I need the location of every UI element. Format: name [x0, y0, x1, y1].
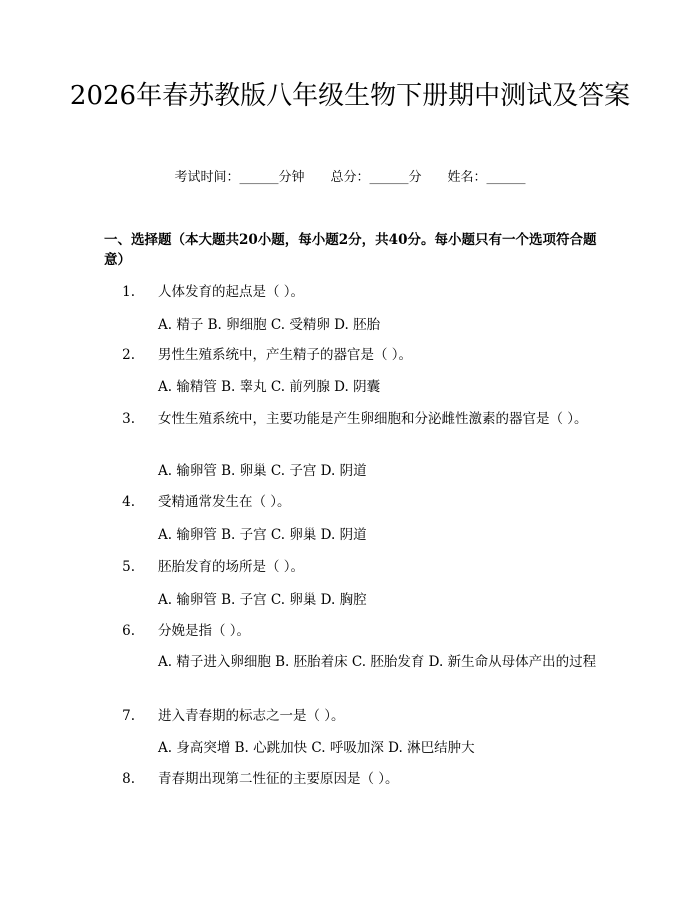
question-text: 分娩是指（ ）。	[158, 623, 251, 639]
question-number: 4.	[122, 494, 135, 510]
question-number: 8.	[122, 771, 135, 787]
question-text: 进入青春期的标志之一是（ ）。	[158, 708, 345, 724]
question-text: 男性生殖系统中，产生精子的器官是（ ）。	[158, 347, 413, 363]
question-number: 7.	[122, 708, 135, 724]
question-text: 人体发育的起点是（ ）。	[158, 284, 305, 300]
question-1	[104, 282, 600, 302]
question-5	[104, 557, 600, 577]
question-3	[104, 409, 600, 429]
question-2-options: A. 输精管 B. 睾丸 C. 前列腺 D. 阴囊	[158, 379, 381, 395]
question-7-options: A. 身高突增 B. 心跳加快 C. 呼吸加深 D. 淋巴结肿大	[158, 740, 475, 756]
question-3-options: A. 输卵管 B. 卵巢 C. 子宫 D. 阴道	[158, 463, 367, 479]
section-heading-multiple-choice: 一、选择题（本大题共20小题，每小题2分，共40分。每小题只有一个选项符合题意）	[104, 232, 597, 268]
question-4-options: A. 输卵管 B. 子宫 C. 卵巢 D. 阴道	[158, 527, 367, 543]
question-text: 受精通常发生在（ ）。	[158, 494, 291, 510]
question-8	[104, 769, 600, 789]
question-number: 1.	[122, 284, 135, 300]
total-score-label: 总分：______分	[330, 170, 422, 185]
question-text: 青春期出现第二性征的主要原因是（ ）。	[158, 771, 399, 787]
exam-meta	[0, 168, 700, 188]
question-number: 6.	[122, 623, 135, 639]
question-number: 5.	[122, 559, 135, 575]
question-number: 2.	[122, 347, 135, 363]
question-text: 胚胎发育的场所是（ ）。	[158, 559, 305, 575]
question-number: 3.	[122, 411, 135, 427]
page-title: 2026年春苏教版八年级生物下册期中测试及答案	[69, 81, 631, 111]
exam-time-label: 考试时间：______分钟	[174, 170, 305, 185]
student-name-label: 姓名：______	[447, 170, 526, 185]
question-2	[104, 345, 600, 365]
question-1-options: A. 精子 B. 卵细胞 C. 受精卵 D. 胚胎	[158, 317, 381, 333]
question-6	[104, 621, 600, 641]
question-text: 女性生殖系统中，主要功能是产生卵细胞和分泌雌性激素的器官是（ ）。	[158, 411, 588, 427]
question-7	[104, 706, 600, 726]
question-6-options: A. 精子进入卵细胞 B. 胚胎着床 C. 胚胎发育 D. 新生命从母体产出的过程	[158, 654, 597, 670]
question-4	[104, 492, 600, 512]
question-5-options: A. 输卵管 B. 子宫 C. 卵巢 D. 胸腔	[158, 592, 367, 608]
